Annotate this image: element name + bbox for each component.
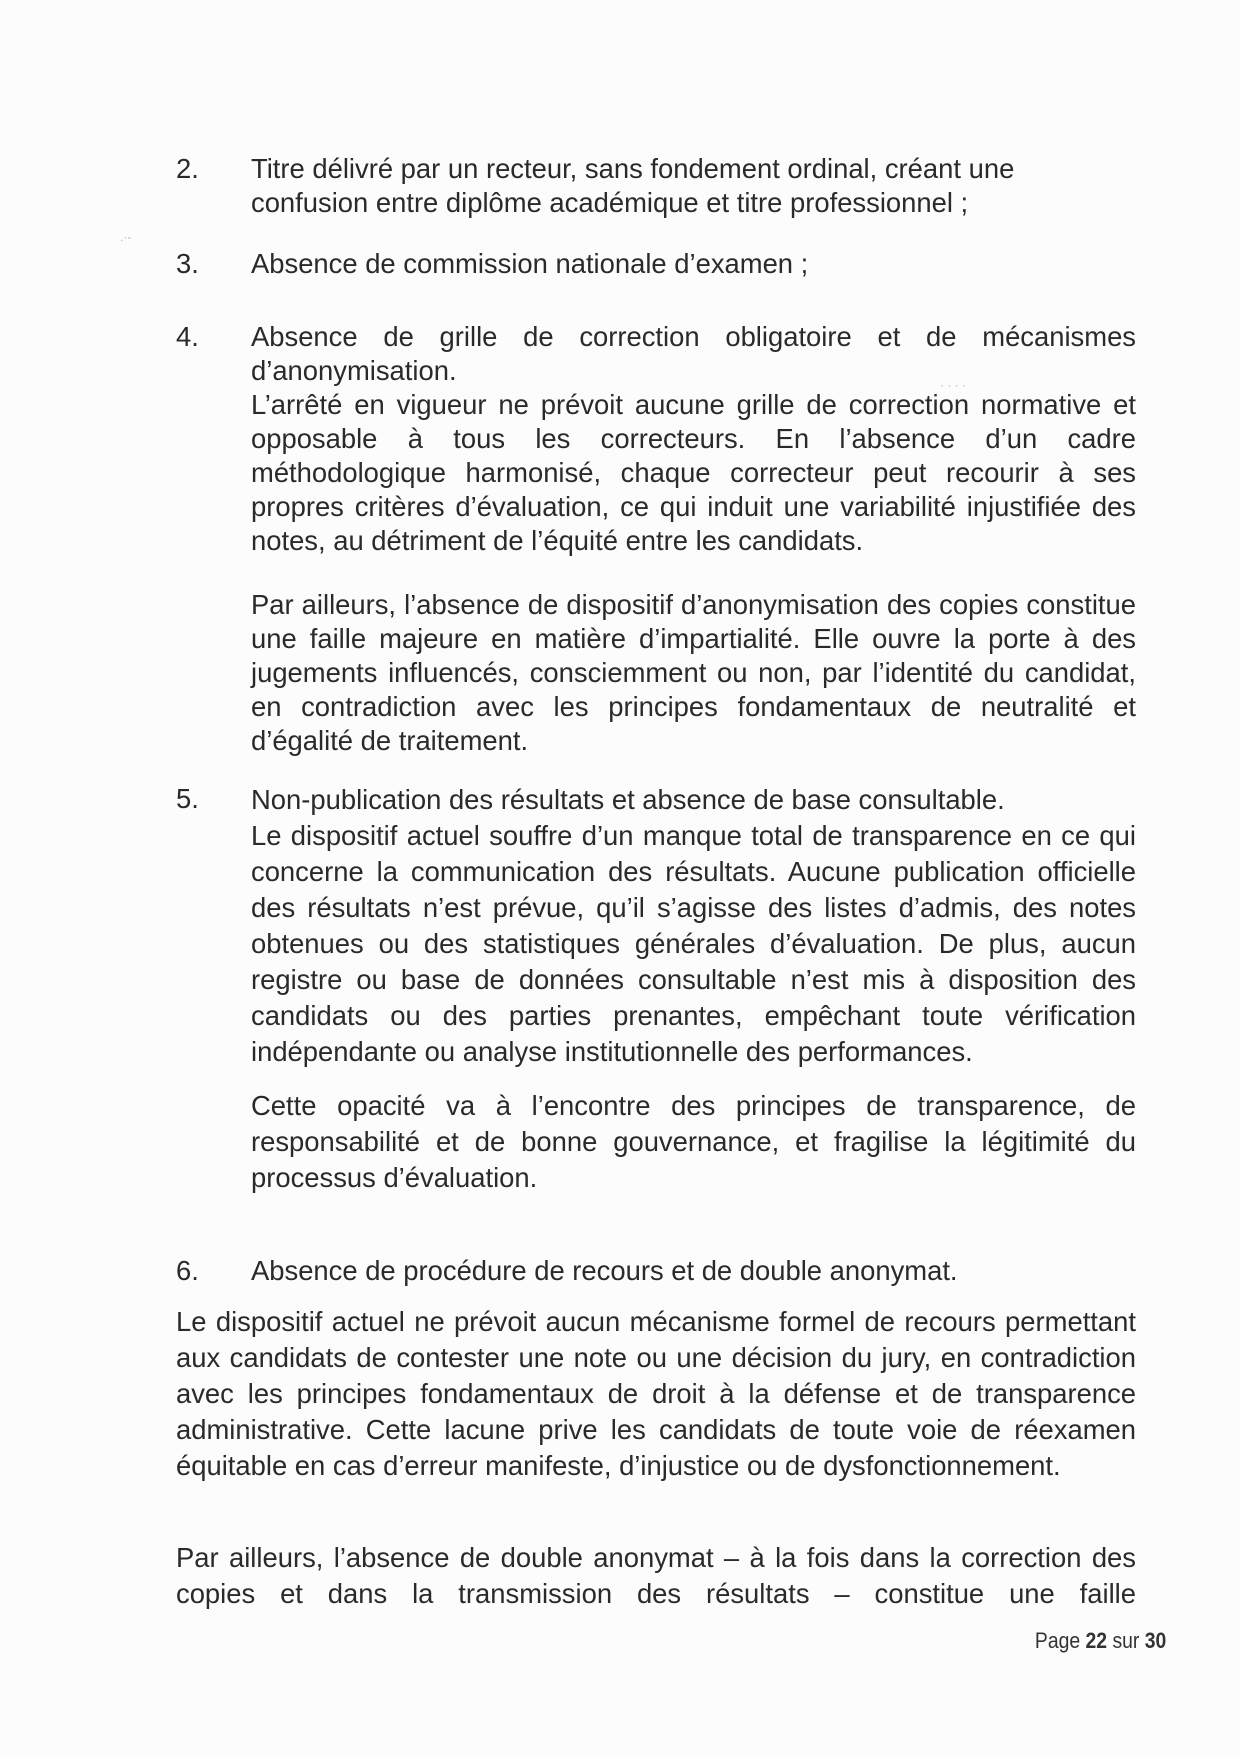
page-number: Page 22 sur 30 (1034, 1628, 1166, 1653)
list-item-6 (176, 1254, 1136, 1288)
scan-mark: · · · · (940, 378, 966, 392)
paragraph: Le dispositif actuel souffre d’un manque total de transparence en ce qui concerne la communication des résultats. Aucune publication officielle des résultats n’est prévue, qu’il s’agisse des listes d’admis, des notes obtenues ou des statistiques générales d’évaluation. De plus, aucun registre ou base de données consultable n’est mis à disposition des candidats ou des parties prenantes, empêchant toute vérification indépendante ou analyse institutionnelle des performances. (251, 820, 1136, 1067)
list-number: 6. (176, 1255, 199, 1286)
item-heading: Non-publication des résultats et absence de base consultable. (251, 784, 1005, 815)
paragraph: L’arrêté en vigueur ne prévoit aucune grille de correction normative et opposable à tous les correcteurs. En l’absence d’un cadre méthodologique harmonisé, chaque correcteur peut recourir à ses propres critères d’évaluation, ce qui induit une variabilité injustifiée des notes, au détriment de l’équité entre les candidats. (251, 389, 1136, 556)
list-item-3 (176, 247, 1136, 281)
text-line: Titre délivré par un recteur, sans fondement ordinal, créant une (251, 153, 1015, 184)
paragraph: Par ailleurs, l’absence de dispositif d’anonymisation des copies constitue une faille majeure en matière d’impartialité. Elle ouvre la porte à des jugements influencés, consciemment ou non, par l’identité du candidat, en contradiction avec les principes fondamentaux de neutralité et d’égalité de traitement. (251, 589, 1136, 756)
item-heading: Absence de grille de correction obligatoire et de mécanismes d’anonymisation. (251, 321, 1136, 386)
list-number: 5. (176, 783, 199, 814)
paragraph: Par ailleurs, l’absence de double anonymat – à la fois dans la correction des copies et dans la transmission des résultats – constitue une faille (176, 1542, 1136, 1609)
list-item-text: Absence de commission nationale d’examen ; (251, 248, 809, 279)
list-number: 3. (176, 248, 199, 279)
list-item-text (251, 152, 1136, 220)
list-item-5 (176, 782, 1136, 1196)
list-item-text: Absence de procédure de recours et de double anonymat. (251, 1255, 958, 1286)
paragraph: Cette opacité va à l’encontre des principes de transparence, de responsabilité et de bonne gouvernance, et fragilise la légitimité du processus d’évaluation. (251, 1090, 1136, 1193)
list-item-2 (176, 152, 1136, 220)
list-number: 4. (176, 321, 199, 352)
text-line: confusion entre diplôme académique et titre professionnel ; (251, 187, 969, 218)
paragraph: Le dispositif actuel ne prévoit aucun mécanisme formel de recours permettant aux candidats de contester une note ou une décision du jury, en contradiction avec les principes fondamentaux de droit à la défense et de transparence administrative. Cette lacune prive les candidats de toute voie de réexamen équitable en cas d’erreur manifeste, d’injustice ou de dysfonctionnement. (176, 1306, 1136, 1481)
scan-mark: .·- (120, 230, 132, 244)
list-number: 2. (176, 153, 199, 184)
list-item-4 (176, 320, 1136, 758)
